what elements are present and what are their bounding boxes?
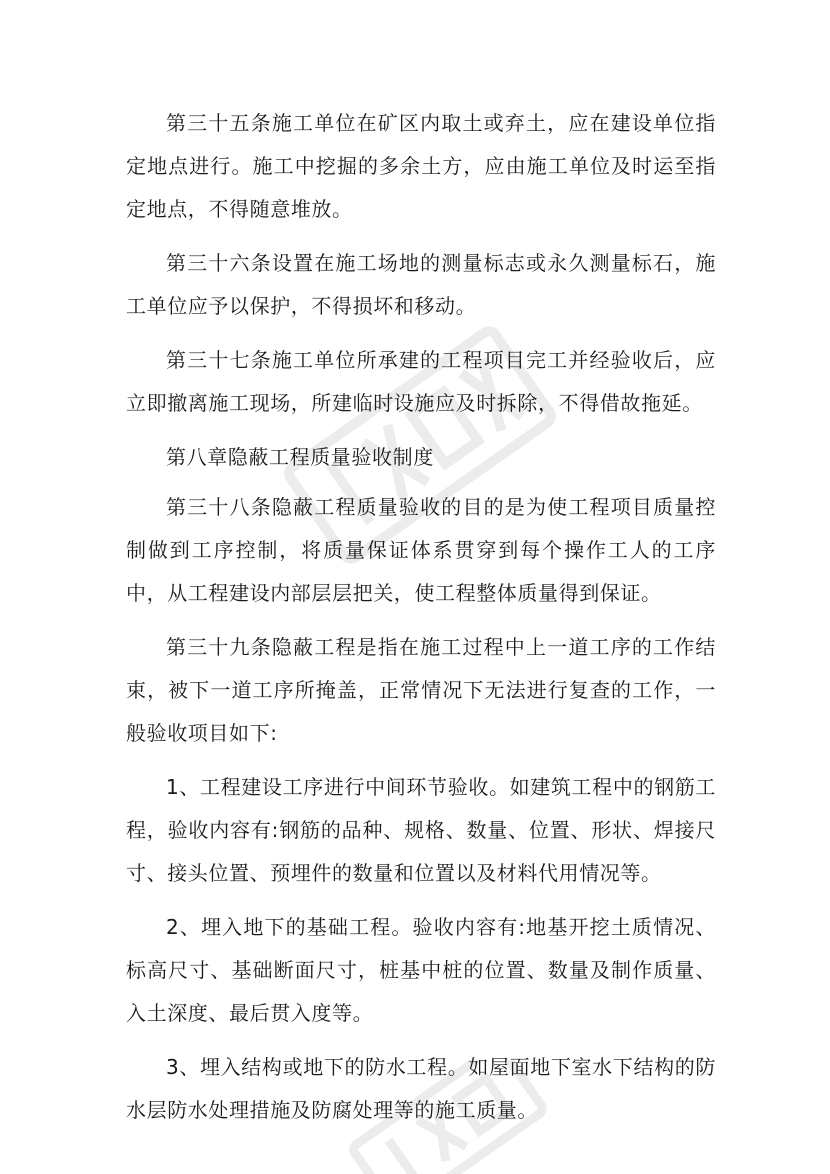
document-body bbox=[126, 102, 716, 1143]
list-item-3: 3、埋入结构或地下的防水工程。如屋面地下室水下结构的防水层防水处理措施及防腐处理等的施工质量。 bbox=[126, 1055, 716, 1122]
chapter-heading: 第八章隐蔽工程质量验收制度 bbox=[166, 445, 434, 469]
list-item-2: 2、埋入地下的基础工程。验收内容有:地基开挖土质情况、标高尺寸、基础断面尺寸，桩基中桩的位置、数量及制作质量、入土深度、最后贯入度等。 bbox=[126, 915, 716, 1025]
paragraph-article-37: 第三十七条施工单位所承建的工程项目完工并经验收后，应立即撤离施工现场，所建临时设施应及时拆除，不得借故拖延。 bbox=[126, 348, 716, 415]
paragraph-article-36: 第三十六条设置在施工场地的测量标志或永久测量标石，施工单位应予以保护，不得损坏和移动。 bbox=[126, 251, 716, 318]
paragraph-article-38: 第三十八条隐蔽工程质量验收的目的是为使工程项目质量控制做到工序控制，将质量保证体系贯穿到每个操作工人的工序中，从工程建设内部层层把关，使工程整体质量得到保证。 bbox=[126, 495, 716, 605]
paragraph-article-35: 第三十五条施工单位在矿区内取土或弃土，应在建设单位指定地点进行。施工中挖掘的多余土方，应由施工单位及时运至指定地点，不得随意堆放。 bbox=[126, 111, 716, 221]
list-item-1: 1、工程建设工序进行中间环节验收。如建筑工程中的钢筋工程，验收内容有:钢筋的品种、规格、数量、位置、形状、焊接尺寸、接头位置、预埋件的数量和位置以及材料代用情况等。 bbox=[126, 775, 716, 885]
paragraph-article-39: 第三十九条隐蔽工程是指在施工过程中上一道工序的工作结束，被下一道工序所掩盖，正常情况下无法进行复查的工作，一般验收项目如下: bbox=[126, 635, 716, 745]
